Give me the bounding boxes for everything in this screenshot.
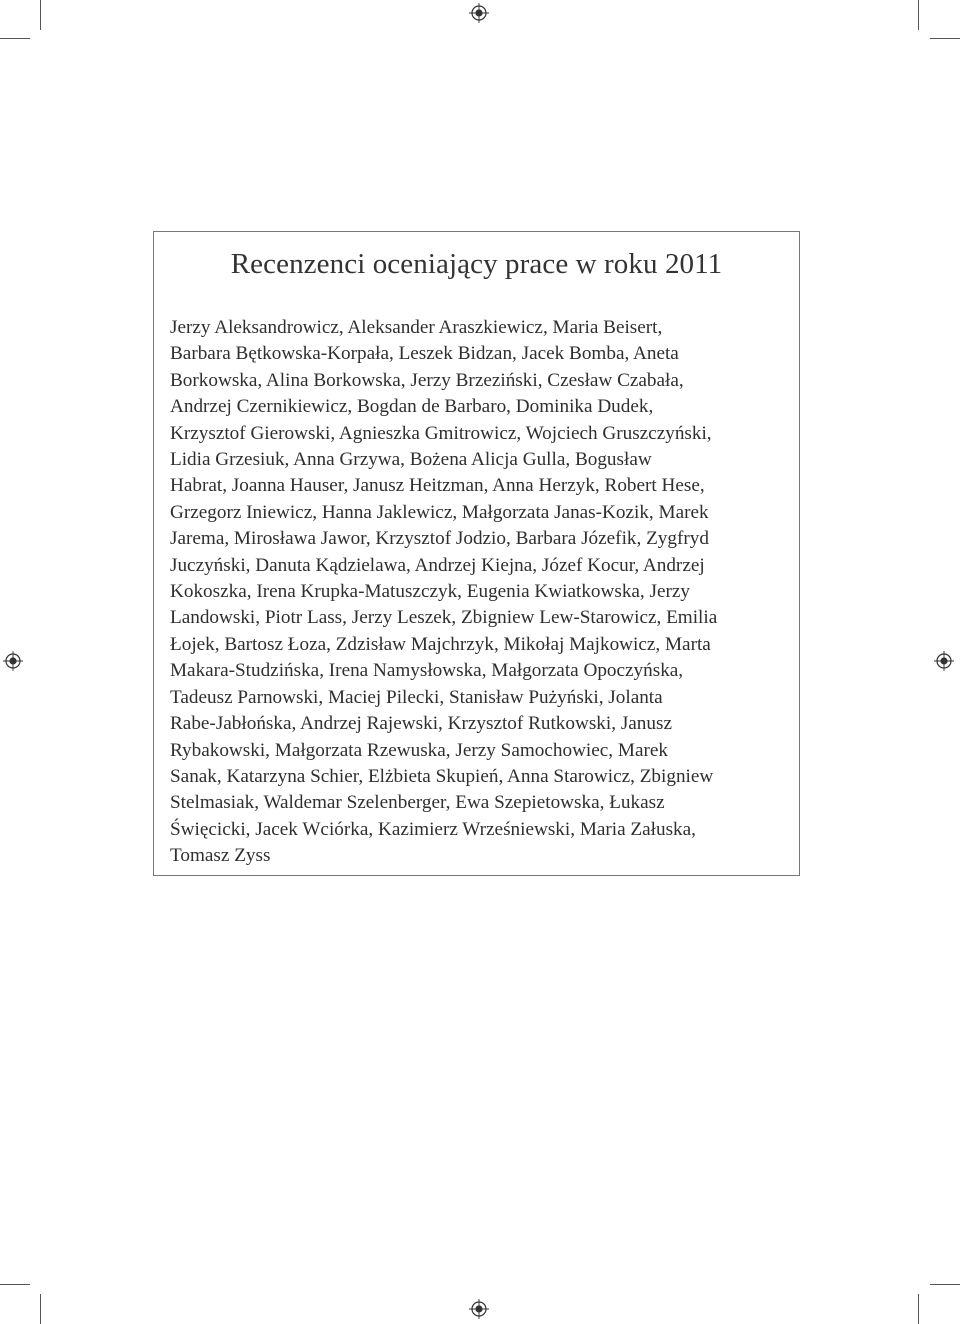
reviewer-names-line: Makara-Studzińska, Irena Namysłowska, Małgorzata Opoczyńska, bbox=[170, 660, 684, 682]
reviewer-names-line: Barbara Bętkowska-Korpała, Leszek Bidzan, Jacek Bomba, Aneta bbox=[170, 343, 679, 365]
reviewer-names-line: Rabe-Jabłońska, Andrzej Rajewski, Krzysztof Rutkowski, Janusz bbox=[170, 713, 672, 735]
trim-mark-top-left-h bbox=[0, 38, 30, 39]
reviewer-names-line: Tadeusz Parnowski, Maciej Pilecki, Stanisław Pużyński, Jolanta bbox=[170, 686, 663, 708]
reviewer-names-line: Kokoszka, Irena Krupka-Matuszczyk, Eugenia Kwiatkowska, Jerzy bbox=[170, 581, 691, 603]
reviewer-names-line: Landowski, Piotr Lass, Jerzy Leszek, Zbigniew Lew-Starowicz, Emilia bbox=[170, 607, 718, 629]
reviewers-box bbox=[153, 231, 800, 876]
trim-mark-bottom-right-h bbox=[930, 1284, 960, 1285]
reviewer-names-line: Borkowska, Alina Borkowska, Jerzy Brzeziński, Czesław Czabała, bbox=[170, 369, 684, 391]
reviewer-names-line: Krzysztof Gierowski, Agnieszka Gmitrowicz, Wojciech Gruszczyński, bbox=[170, 422, 712, 444]
reviewer-names-line: Jarema, Mirosława Jawor, Krzysztof Jodzio, Barbara Józefik, Zygfryd bbox=[170, 528, 709, 550]
trim-mark-bottom-right bbox=[918, 1294, 919, 1324]
registration-target-icon bbox=[469, 1299, 489, 1319]
registration-target-icon bbox=[3, 651, 23, 671]
reviewer-names-line: Habrat, Joanna Hauser, Janusz Heitzman, Anna Herzyk, Robert Hese, bbox=[170, 475, 705, 497]
reviewer-names-line: Święcicki, Jacek Wciórka, Kazimierz Wrześniewski, Maria Załuska, bbox=[170, 818, 696, 840]
page-title: Recenzenci oceniający prace w roku 2011 bbox=[230, 248, 723, 280]
reviewer-names-line: Tomasz Zyss bbox=[170, 845, 271, 867]
trim-mark-top-right-h bbox=[930, 38, 960, 39]
reviewer-names-line: Grzegorz Iniewicz, Hanna Jaklewicz, Małgorzata Janas-Kozik, Marek bbox=[170, 501, 709, 523]
trim-mark-bottom-left bbox=[40, 1294, 41, 1324]
registration-target-icon bbox=[934, 651, 954, 671]
trim-mark-top-right bbox=[918, 0, 919, 30]
reviewer-names-line: Lidia Grzesiuk, Anna Grzywa, Bożena Alicja Gulla, Bogusław bbox=[170, 449, 652, 471]
reviewer-names-line: Juczyński, Danuta Kądzielawa, Andrzej Kiejna, Józef Kocur, Andrzej bbox=[170, 554, 705, 576]
reviewer-names-line: Jerzy Aleksandrowicz, Aleksander Araszkiewicz, Maria Beisert, bbox=[170, 317, 663, 338]
trim-mark-bottom-left-h bbox=[0, 1284, 30, 1285]
registration-target-icon bbox=[469, 3, 489, 23]
reviewer-names-paragraph bbox=[170, 315, 790, 870]
reviewer-names-line: Sanak, Katarzyna Schier, Elżbieta Skupień, Anna Starowicz, Zbigniew bbox=[170, 765, 714, 787]
reviewer-names-line: Stelmasiak, Waldemar Szelenberger, Ewa Szepietowska, Łukasz bbox=[170, 792, 665, 814]
reviewer-names-line: Rybakowski, Małgorzata Rzewuska, Jerzy Samochowiec, Marek bbox=[170, 739, 668, 761]
reviewer-names-line: Łojek, Bartosz Łoza, Zdzisław Majchrzyk, Mikołaj Majkowicz, Marta bbox=[170, 633, 711, 655]
reviewer-names-line: Andrzej Czernikiewicz, Bogdan de Barbaro, Dominika Dudek, bbox=[170, 396, 654, 418]
trim-mark-top-left bbox=[40, 0, 41, 30]
